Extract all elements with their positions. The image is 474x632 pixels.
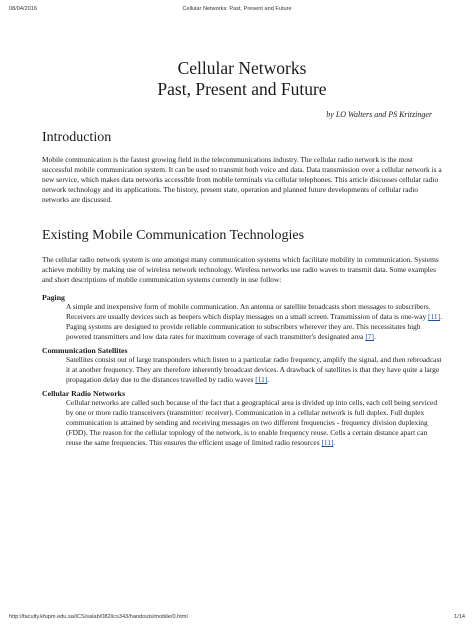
reference-link[interactable]: [11] xyxy=(321,438,334,447)
paging-text-b: . Paging systems are designed to provide reliable communication to subscribers wherever they are. This necessitates high powered transmitters and low data rates for maximum coverage of each transmitter's designated area xyxy=(66,312,442,341)
reference-link[interactable]: [11] xyxy=(255,375,268,384)
satellites-text-a: Satellites consist out of large transponders which listen to a particular radio frequency, amplify the signal, and then rebroadcast it at another frequency. They are therefore inherently broadcast devices. A drawback of satellites is that they have quite a large propagation delay due to the distances travelled by radio waves xyxy=(66,355,442,384)
title-line-1: Cellular Networks xyxy=(177,58,307,78)
paging-paragraph xyxy=(66,302,442,342)
paging-heading: Paging xyxy=(42,293,65,302)
tech-paragraph: The cellular radio network system is one amongst many communication systems which facilitate mobility in communication. Systems achieve mobility by making use of wireless network technology. Wireless networks use radio waves to transmit data. Some examples and short descriptions of mobile communication systems currently in use follow: xyxy=(42,255,439,284)
satellites-heading: Communication Satellites xyxy=(42,346,128,355)
page-number: 1/14 xyxy=(454,614,465,620)
title-line-2: Past, Present and Future xyxy=(157,79,327,99)
cellular-text-b: . xyxy=(333,438,336,447)
document-title xyxy=(42,58,442,100)
print-page-title: Cellular Networks: Past, Present and Future xyxy=(182,6,292,12)
author-byline: by LO Walters and PS Kritzinger xyxy=(326,110,432,119)
satellites-text-b: . xyxy=(267,375,270,384)
tech-heading: Existing Mobile Communication Technologies xyxy=(42,228,305,243)
satellites-paragraph xyxy=(66,355,442,385)
intro-paragraph: Mobile communication is the fastest growing field in the telecommunications industry. The cellular radio network is the most successful mobile communication system. It can be used to transmit both voice and data. Data transmission over a cellular network is a new service, which makes data networks accessible from mobile terminals via cellular telephones. This article discusses cellular radio network technology and its applications. The history, present state, operation and planned future developments of cellular radio networks are discussed. xyxy=(42,155,442,204)
reference-link[interactable]: [7] xyxy=(365,332,374,341)
cellular-heading: Cellular Radio Networks xyxy=(42,389,126,398)
intro-heading: Introduction xyxy=(42,130,112,145)
cellular-paragraph xyxy=(66,398,442,448)
paging-text-a: A simple and inexpensive form of mobile communication. An antenna or satellite broadcasts short messages to subscribers. Receivers are usually devices such as beepers which display messages on a small screen. Transmission of data is one-way xyxy=(66,302,431,321)
page-url: http://faculty.kfupm.edu.sa/ICS/salah/082/ics343/handouts/mobile/0.html xyxy=(9,614,188,620)
document-body xyxy=(42,58,442,448)
paging-text-c: . xyxy=(373,332,376,341)
print-date: 08/04/2016 xyxy=(9,6,37,12)
reference-link[interactable]: [11] xyxy=(428,312,441,321)
cellular-text-a: Cellular networks are called such because of the fact that a geographical area is divided up into cells, each cell being serviced by one or more radio transceivers (transmitter/ receiver). Communication in a cellular network is full duplex. Full duplex communication is attained by sending and receiving messages on two different frequencies - frequency division duplexing (FDD). The reason for the cellular topology of the network, is to enable frequency reuse. Cells a certain distance apart can reuse the same frequencies. This ensures the efficient usage of limited radio resources xyxy=(66,398,438,447)
